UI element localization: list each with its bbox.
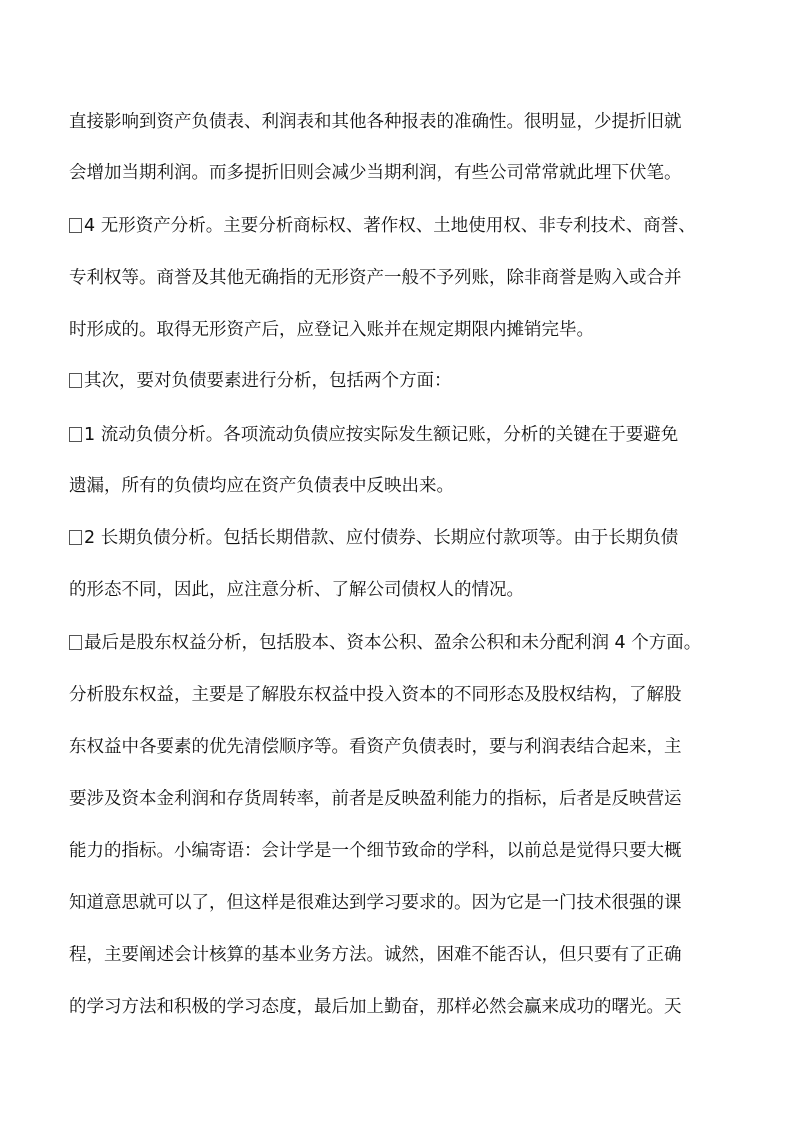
line-text: 知道意思就可以了，但这样是很难达到学习要求的。因为它是一门技术很强的课: [69, 893, 682, 913]
checkbox-icon: [69, 635, 82, 650]
text-line: [69, 732, 682, 762]
checkbox-icon: [69, 530, 82, 545]
text-line: [69, 315, 594, 345]
text-line: [69, 211, 696, 241]
line-text: 直接影响到资产负债表、利润表和其他各种报表的准确性。很明显，少提折旧就: [69, 112, 682, 132]
checkbox-icon: [69, 427, 82, 442]
text-line: [69, 107, 682, 137]
line-text: 能力的指标。小编寄语：会计学是一个细节致命的学科，以前总是觉得只要大概: [69, 841, 682, 861]
line-text: 要涉及资本金利润和存货周转率，前者是反映盈利能力的指标，后者是反映营运: [69, 789, 682, 809]
text-line: [69, 992, 682, 1022]
line-text: 4 无形资产分析。主要分析商标权、著作权、土地使用权、非专利技术、商誉、: [84, 216, 696, 236]
line-text: 程，主要阐述会计核算的基本业务方法。诚然，困难不能否认，但只要有了正确: [69, 945, 682, 965]
text-line: [69, 784, 682, 814]
text-line: [69, 888, 682, 918]
line-text: 时形成的。取得无形资产后，应登记入账并在规定期限内摊销完毕。: [69, 320, 594, 340]
text-line: [69, 366, 452, 396]
text-line: [69, 263, 682, 293]
text-line: [69, 680, 682, 710]
text-line: [69, 420, 678, 450]
text-line: [69, 158, 682, 188]
line-text: 1 流动负债分析。各项流动负债应按实际发生额记账，分析的关键在于要避免: [84, 425, 679, 445]
line-text: 的形态不同，因此，应注意分析、了解公司债权人的情况。: [69, 580, 524, 600]
text-line: [69, 575, 524, 605]
line-text: 2 长期负债分析。包括长期借款、应付债券、长期应付款项等。由于长期负债: [84, 528, 679, 548]
line-text: 最后是股东权益分析，包括股本、资本公积、盈余公积和未分配利润 4 个方面。: [84, 633, 702, 653]
text-line: [69, 471, 454, 501]
checkbox-icon: [69, 218, 82, 233]
text-line: [69, 523, 678, 553]
line-text: 其次，要对负债要素进行分析，包括两个方面：: [84, 371, 452, 391]
text-line: [69, 940, 682, 970]
text-line: [69, 836, 682, 866]
checkbox-icon: [69, 373, 82, 388]
line-text: 遗漏，所有的负债均应在资产负债表中反映出来。: [69, 476, 454, 496]
line-text: 会增加当期利润。而多提折旧则会减少当期利润，有些公司常常就此埋下伏笔。: [69, 163, 682, 183]
line-text: 的学习方法和积极的学习态度，最后加上勤奋，那样必然会赢来成功的曙光。天: [69, 997, 682, 1017]
line-text: 东权益中各要素的优先清偿顺序等。看资产负债表时，要与利润表结合起来，主: [69, 737, 682, 757]
text-line: [69, 628, 701, 658]
line-text: 分析股东权益，主要是了解股东权益中投入资本的不同形态及股权结构，了解股: [69, 685, 682, 705]
line-text: 专利权等。商誉及其他无确指的无形资产一般不予列账，除非商誉是购入或合并: [69, 268, 682, 288]
